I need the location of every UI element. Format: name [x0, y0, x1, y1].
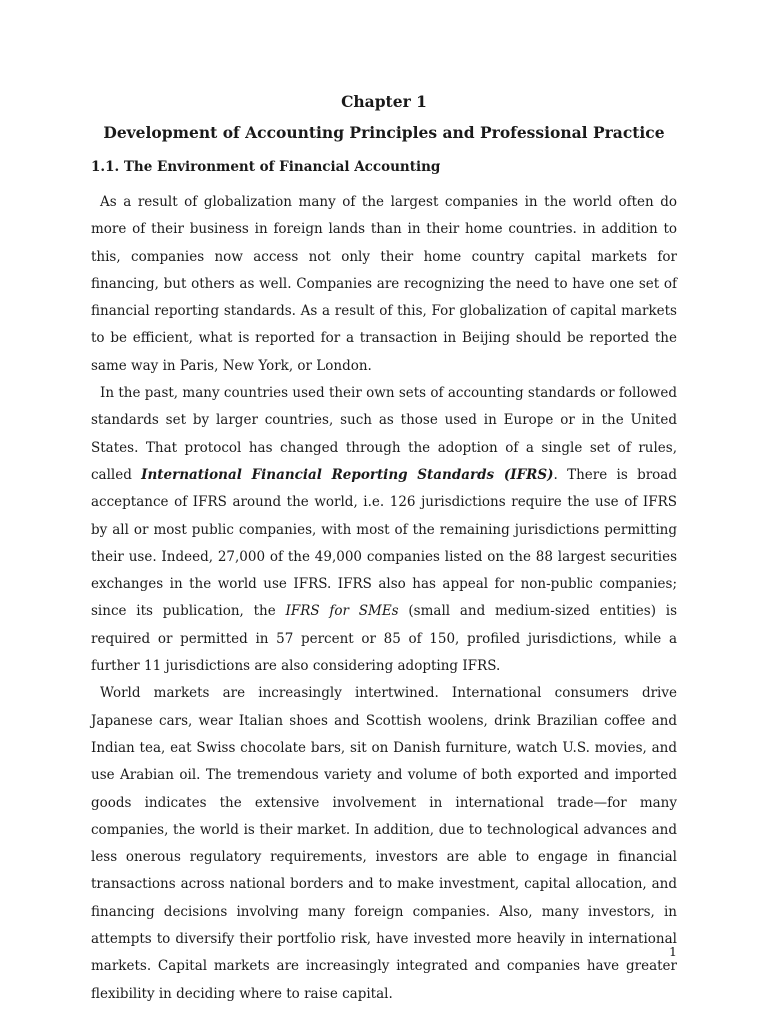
paragraph-2: [91, 380, 677, 680]
paragraph-2-part-a: In the past, many countries used their own sets of accounting standards or followed standards set by larger countries, such as those used in Europe or in the United States. That protocol has changed through the adoption of a single set of rules, called: [91, 385, 677, 483]
section-heading: 1.1. The Environment of Financial Accounting: [91, 159, 441, 175]
paragraph-3: World markets are increasingly intertwined. International consumers drive Japanese cars, wear Italian shoes and Scottish woolens, drink Brazilian coffee and Indian tea, eat Swiss chocolate bars, sit on Danish furniture, watch U.S. movies, and use Arabian oil. The tremendous variety and volume of both exported and imported goods indicates the extensive involvement in international trade—for many companies, the world is their market. In addition, due to technological advances and less onerous regulatory requirements, investors are able to engage in financial transactions across national borders and to make investment, capital allocation, and financing decisions involving many foreign companies. Also, many investors, in attempts to diversify their portfolio risk, have invested more heavily in international markets. Capital markets are increasingly integrated and companies have greater flexibility in deciding where to raise capital.: [91, 685, 677, 1002]
body-text: [91, 189, 677, 1008]
paragraph-2-part-b: . There is broad acceptance of IFRS around the world, i.e. 126 jurisdictions require the use of IFRS by all or most public companies, with most of the remaining jurisdictions permitting their use. Indeed, 27,000 of the 49,000 companies listed on the 88 largest securities exchanges in the world use IFRS. IFRS also has appeal for non-public companies; since its publication, the: [91, 466, 677, 620]
ifrs-smes-term: IFRS for SMEs: [285, 603, 399, 620]
page-number: 1: [669, 944, 677, 959]
ifrs-term: International Financial Reporting Standards (IFRS): [141, 466, 554, 483]
chapter-title: Development of Accounting Principles and Professional Practice: [103, 123, 665, 142]
paragraph-1: As a result of globalization many of the largest companies in the world often do more of their business in foreign lands than in their home countries. in addition to this, companies now access not only their home country capital markets for financing, but others as well. Companies are recognizing the need to have one set of financial reporting standards. As a result of this, For globalization of capital markets to be efficient, what is reported for a transaction in Beijing should be reported the same way in Paris, New York, or London.: [91, 194, 677, 374]
paragraph-2-part-c: (small and medium-sized entities) is required or permitted in 57 percent or 85 of 150, profiled jurisdictions, while a further 11 jurisdictions are also considering adopting IFRS.: [91, 603, 678, 675]
chapter-label: Chapter 1: [341, 92, 427, 111]
